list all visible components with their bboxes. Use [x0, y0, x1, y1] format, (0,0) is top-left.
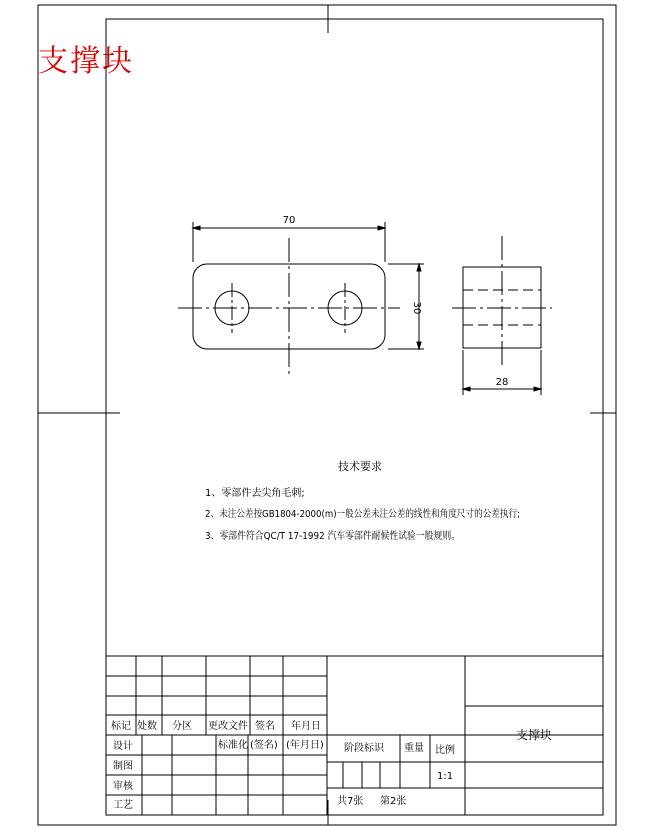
- side-view: [452, 236, 552, 395]
- tb-label-change-doc: 更改文件: [208, 721, 248, 732]
- tb-label-sign: 签名: [255, 721, 275, 732]
- tb-label-standard: 标准化: [218, 740, 248, 751]
- dim-side-width: 28: [495, 377, 509, 388]
- note-item-3: 3、零部件符合QC/T 17-1992 汽车零部件耐候性试验一般规则。: [205, 531, 494, 542]
- tb-label-weight: 重量: [404, 743, 424, 754]
- tb-label-zone: 分区: [172, 721, 192, 732]
- tb-scale-value: 1:1: [437, 771, 454, 782]
- dim-length: 70: [282, 215, 296, 226]
- tb-sheet-number: 第2张: [380, 796, 407, 807]
- tb-label-scale: 比例: [435, 745, 455, 756]
- tb-label-review: 审核: [113, 781, 133, 792]
- note-item-2: 2、未注公差按GB1804-2000(m)一般公差未注公差的线性和角度尺寸的公差执行;: [205, 509, 572, 520]
- part-title-red: 支撑块: [38, 44, 134, 79]
- tb-label-ymd: (年月日): [286, 740, 324, 751]
- tb-label-stage: 阶段标识: [344, 743, 384, 754]
- tb-label-mark: 标记: [111, 721, 131, 732]
- tb-sheets-total: 共7张: [337, 796, 364, 807]
- tb-label-count: 处数: [137, 721, 157, 732]
- tb-part-name: 支撑块: [515, 728, 553, 742]
- front-view: [178, 222, 424, 376]
- dim-height: 30: [411, 301, 422, 315]
- tb-label-design: 设计: [113, 741, 133, 752]
- tb-label-date: 年月日: [291, 721, 321, 732]
- notes-heading: 技术要求: [338, 460, 382, 473]
- tb-label-process: 工艺: [113, 800, 133, 811]
- note-item-1: 1、零部件去尖角毛刺;: [205, 488, 305, 499]
- title-block-labels: [111, 719, 552, 811]
- tb-label-drawing: 制图: [113, 761, 133, 772]
- tb-label-signature: (签名): [250, 740, 278, 751]
